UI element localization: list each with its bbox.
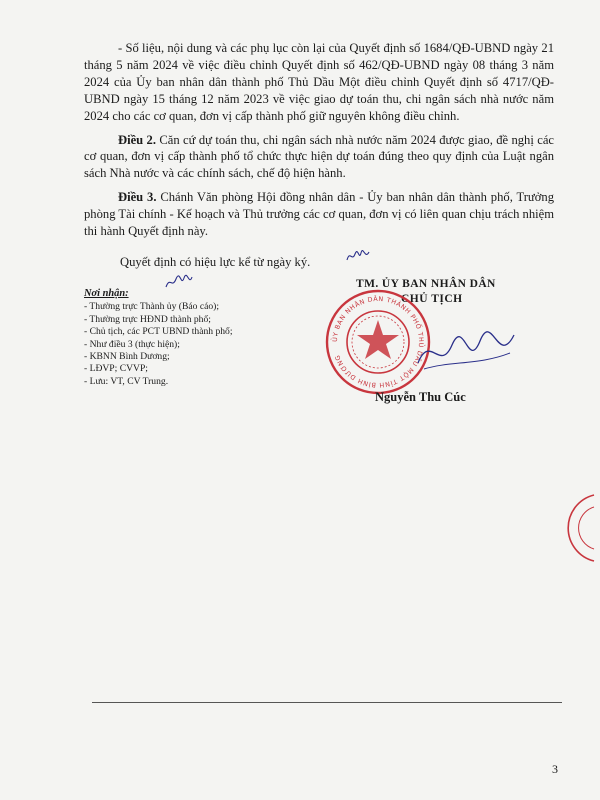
recipient-item: - KBNN Bình Dương; [84, 351, 170, 363]
article-2-text: Căn cứ dự toán thu, chi ngân sách nhà nước năm 2024 được giao, đề nghị các cơ quan, đơn vị cấp thành phố tổ chức thực hiện dự toán đúng theo quy định của Luật ngân sách Nhà nước và các chính sách, chế độ hiện hành. [84, 132, 554, 181]
edge-seal-fragment-icon [566, 493, 596, 563]
handwritten-initials-mark [164, 273, 194, 291]
decision-body [84, 40, 554, 247]
recipient-item: - Lưu: VT, CV Trung. [84, 375, 169, 387]
article-2-heading: Điều 2. [118, 132, 157, 147]
signature-organization: TM. ỦY BAN NHÂN DÂN [356, 278, 496, 290]
recipient-item: - Chủ tịch, các PCT UBND thành phố; [84, 326, 233, 338]
signature-block [330, 268, 570, 418]
signer-name: Nguyễn Thu Cúc [375, 390, 466, 404]
recipients-list [84, 288, 233, 388]
recipients-title: Nơi nhận: [84, 288, 129, 299]
paragraph-remaining-content: - Số liệu, nội dung và các phụ lục còn lại của Quyết định số 1684/QĐ-UBND ngày 21 tháng 5 năm 2024 về việc điều chỉnh Quyết định số 462/QĐ-UBND ngày 08 tháng 3 năm 2024 của Ủy ban nhân dân thành phố Thủ Dầu Một điều chỉnh Quyết định số 4717/QĐ-UBND ngày 15 tháng 12 năm 2023 về việc giao dự toán thu, chi ngân sách nhà nước năm 2024 cho các cơ quan, đơn vị cấp thành phố giữ nguyên không điều chỉnh. [84, 41, 554, 123]
footer-rule [92, 702, 562, 703]
recipient-item: - LĐVP; CVVP; [84, 363, 148, 375]
signature-title: CHỦ TỊCH [401, 293, 463, 305]
article-3-text: Chánh Văn phòng Hội đồng nhân dân - Ủy ban nhân dân thành phố, Trưởng phòng Tài chính - Kế hoạch và Thủ trưởng các cơ quan, đơn vị có liên quan chịu trách nhiệm thi hành Quyết định này. [84, 190, 554, 239]
article-2 [84, 132, 554, 183]
recipient-item: - Thường trực Thành ủy (Báo cáo); [84, 301, 220, 313]
handwritten-signature [410, 323, 520, 383]
article-3-heading: Điều 3. [118, 190, 157, 205]
page-number: 3 [552, 762, 558, 776]
effective-date-statement: Quyết định có hiệu lực kể từ ngày ký. [120, 255, 311, 269]
recipient-item: - Thường trực HĐND thành phố; [84, 313, 211, 325]
article-3 [84, 189, 554, 240]
handwritten-initials-mark [346, 248, 370, 264]
recipient-item: - Như điều 3 (thực hiện); [84, 338, 180, 350]
seal-text: ỦY BAN NHÂN DÂN THÀNH PHỐ THỦ DẦU MỘT TỈNH BÌNH DƯƠNG [330, 294, 426, 390]
